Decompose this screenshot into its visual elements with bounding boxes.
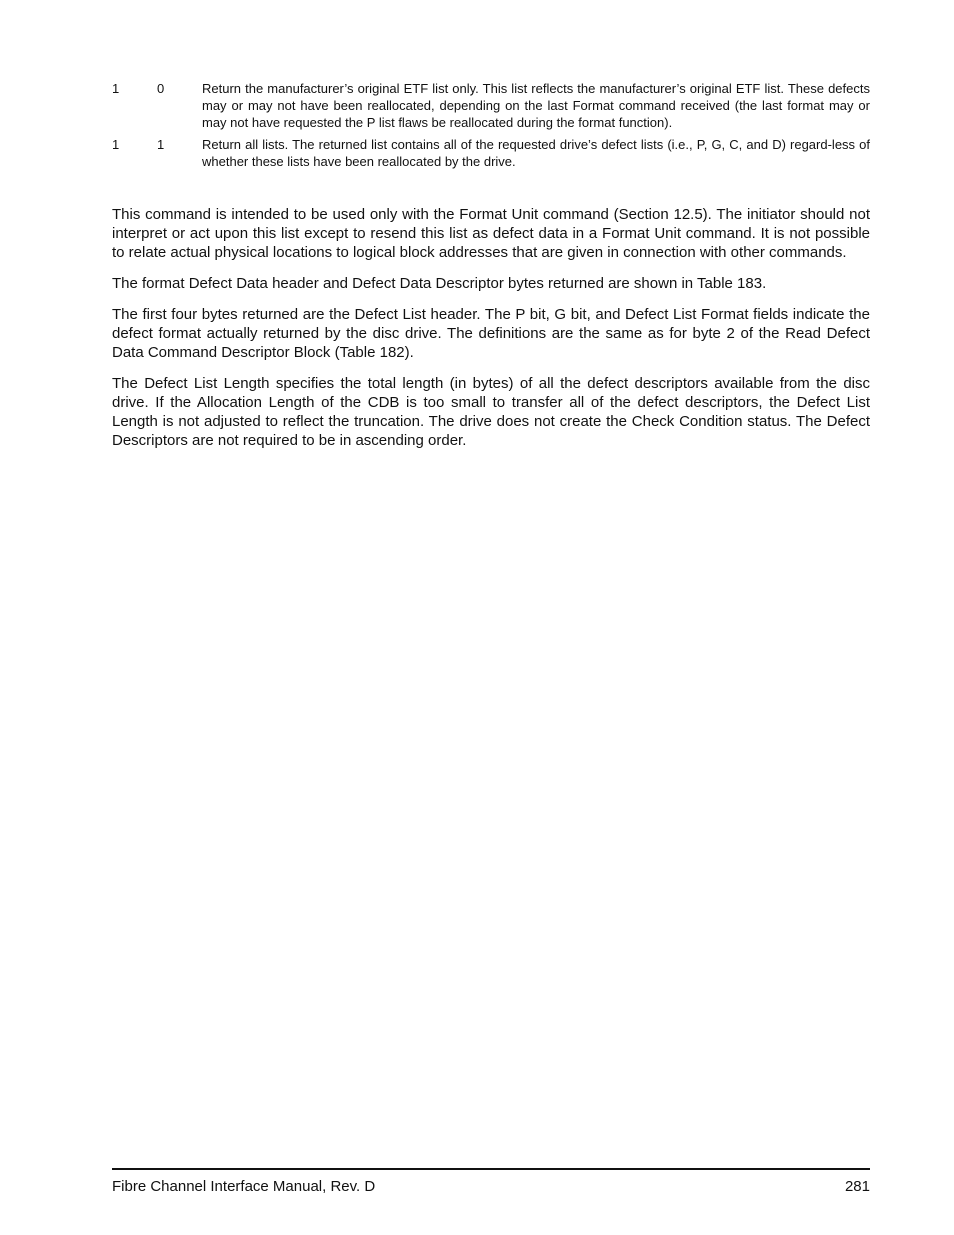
page-number: 281 xyxy=(844,1178,870,1195)
page-footer xyxy=(112,1168,870,1195)
paragraph: This command is intended to be used only with the Format Unit command (Section 12.5). The initiator should not interpret or act upon this list except to resend this list as defect data in a Format Unit command. It is not possible to relate actual physical locations to logical block addresses that are given in connection with other commands. xyxy=(112,206,870,261)
bit-value-2: 1 xyxy=(157,137,165,152)
definition-table xyxy=(112,80,870,175)
body-text xyxy=(112,205,870,462)
paragraph: The format Defect Data header and Defect Data Descriptor bytes returned are shown in Table 183. xyxy=(112,275,767,292)
definition-row xyxy=(112,136,870,170)
bit-value-1: 1 xyxy=(112,81,120,96)
bit-value-2: 0 xyxy=(157,81,165,96)
paragraph: The first four bytes returned are the Defect List header. The P bit, G bit, and Defect List Format fields indicate the defect format actually returned by the disc drive. The definitions are the same as for byte 2 of the Read Defect Data Command Descriptor Block (Table 182). xyxy=(112,306,870,361)
definition-text: Return the manufacturer’s original ETF list only. This list reflects the manufacturer’s original ETF list. These defects may or may not have been reallocated, depending on the last Format command received (the last format may or may not have requested the P list flaws be reallocated during the format function). xyxy=(202,81,870,130)
definition-row xyxy=(112,80,870,131)
definition-text: Return all lists. The returned list contains all of the requested drive’s defect lists (i.e., P, G, C, and D) regard-less of whether these lists have been reallocated by the drive. xyxy=(202,137,870,169)
bit-value-1: 1 xyxy=(112,137,120,152)
footer-title: Fibre Channel Interface Manual, Rev. D xyxy=(112,1178,376,1195)
paragraph: The Defect List Length specifies the total length (in bytes) of all the defect descriptors available from the disc drive. If the Allocation Length of the CDB is too small to transfer all of the defect descriptors, the Defect List Length is not adjusted to reflect the truncation. The drive does not create the Check Condition status. The Defect Descriptors are not required to be in ascending order. xyxy=(112,375,870,449)
